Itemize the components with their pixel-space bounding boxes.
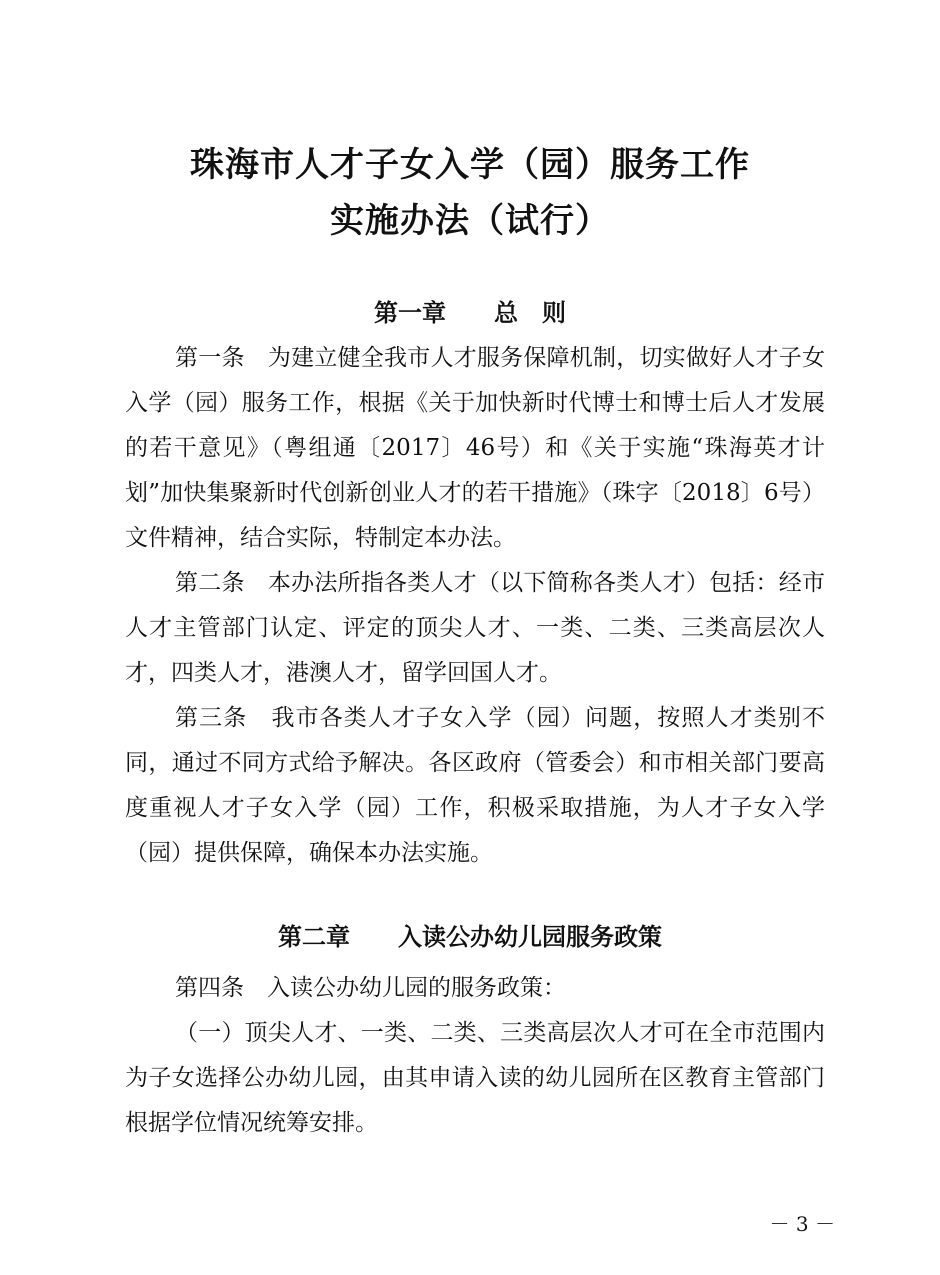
document-title-line-1: 珠海市人才子女入学（园）服务工作 (190, 145, 750, 185)
chapter-2-heading: 第二章 入读公办幼儿园服务政策 (278, 923, 662, 951)
article-2-paragraph: 第二条 本办法所指各类人才（以下简称各类人才）包括：经市人才主管部门认定、评定的顶尖人才、一类、二类、三类高层次人才，四类人才，港澳人才，留学回国人才。 (125, 570, 825, 686)
article-1-paragraph: 第一条 为建立健全我市人才服务保障机制，切实做好人才子女入学（园）服务工作，根据《关于加快新时代博士和博士后人才发展的若干意见》（粤组通〔2017〕46号）和《关于实施“珠海英才计划”加快集聚新时代创新创业人才的若干措施》（珠字〔2018〕6号）文件精神，结合实际，特制定本办法。 (125, 345, 825, 551)
page-number: － 3 － (769, 1212, 835, 1236)
chapter-1-heading: 第一章 总 则 (374, 299, 566, 327)
article-4-item-1-paragraph: （一）顶尖人才、一类、二类、三类高层次人才可在全市范围内为子女选择公办幼儿园，由其申请入读的幼儿园所在区教育主管部门根据学位情况统筹安排。 (125, 1020, 825, 1136)
article-3-paragraph: 第三条 我市各类人才子女入学（园）问题，按照人才类别不同，通过不同方式给予解决。各区政府（管委会）和市相关部门要高度重视人才子女入学（园）工作，积极采取措施，为人才子女入学（园）提供保障，确保本办法实施。 (125, 705, 825, 866)
document-title-line-2: 实施办法（试行） (330, 201, 610, 241)
article-4-paragraph: 第四条 入读公办幼儿园的服务政策： (175, 975, 566, 1001)
